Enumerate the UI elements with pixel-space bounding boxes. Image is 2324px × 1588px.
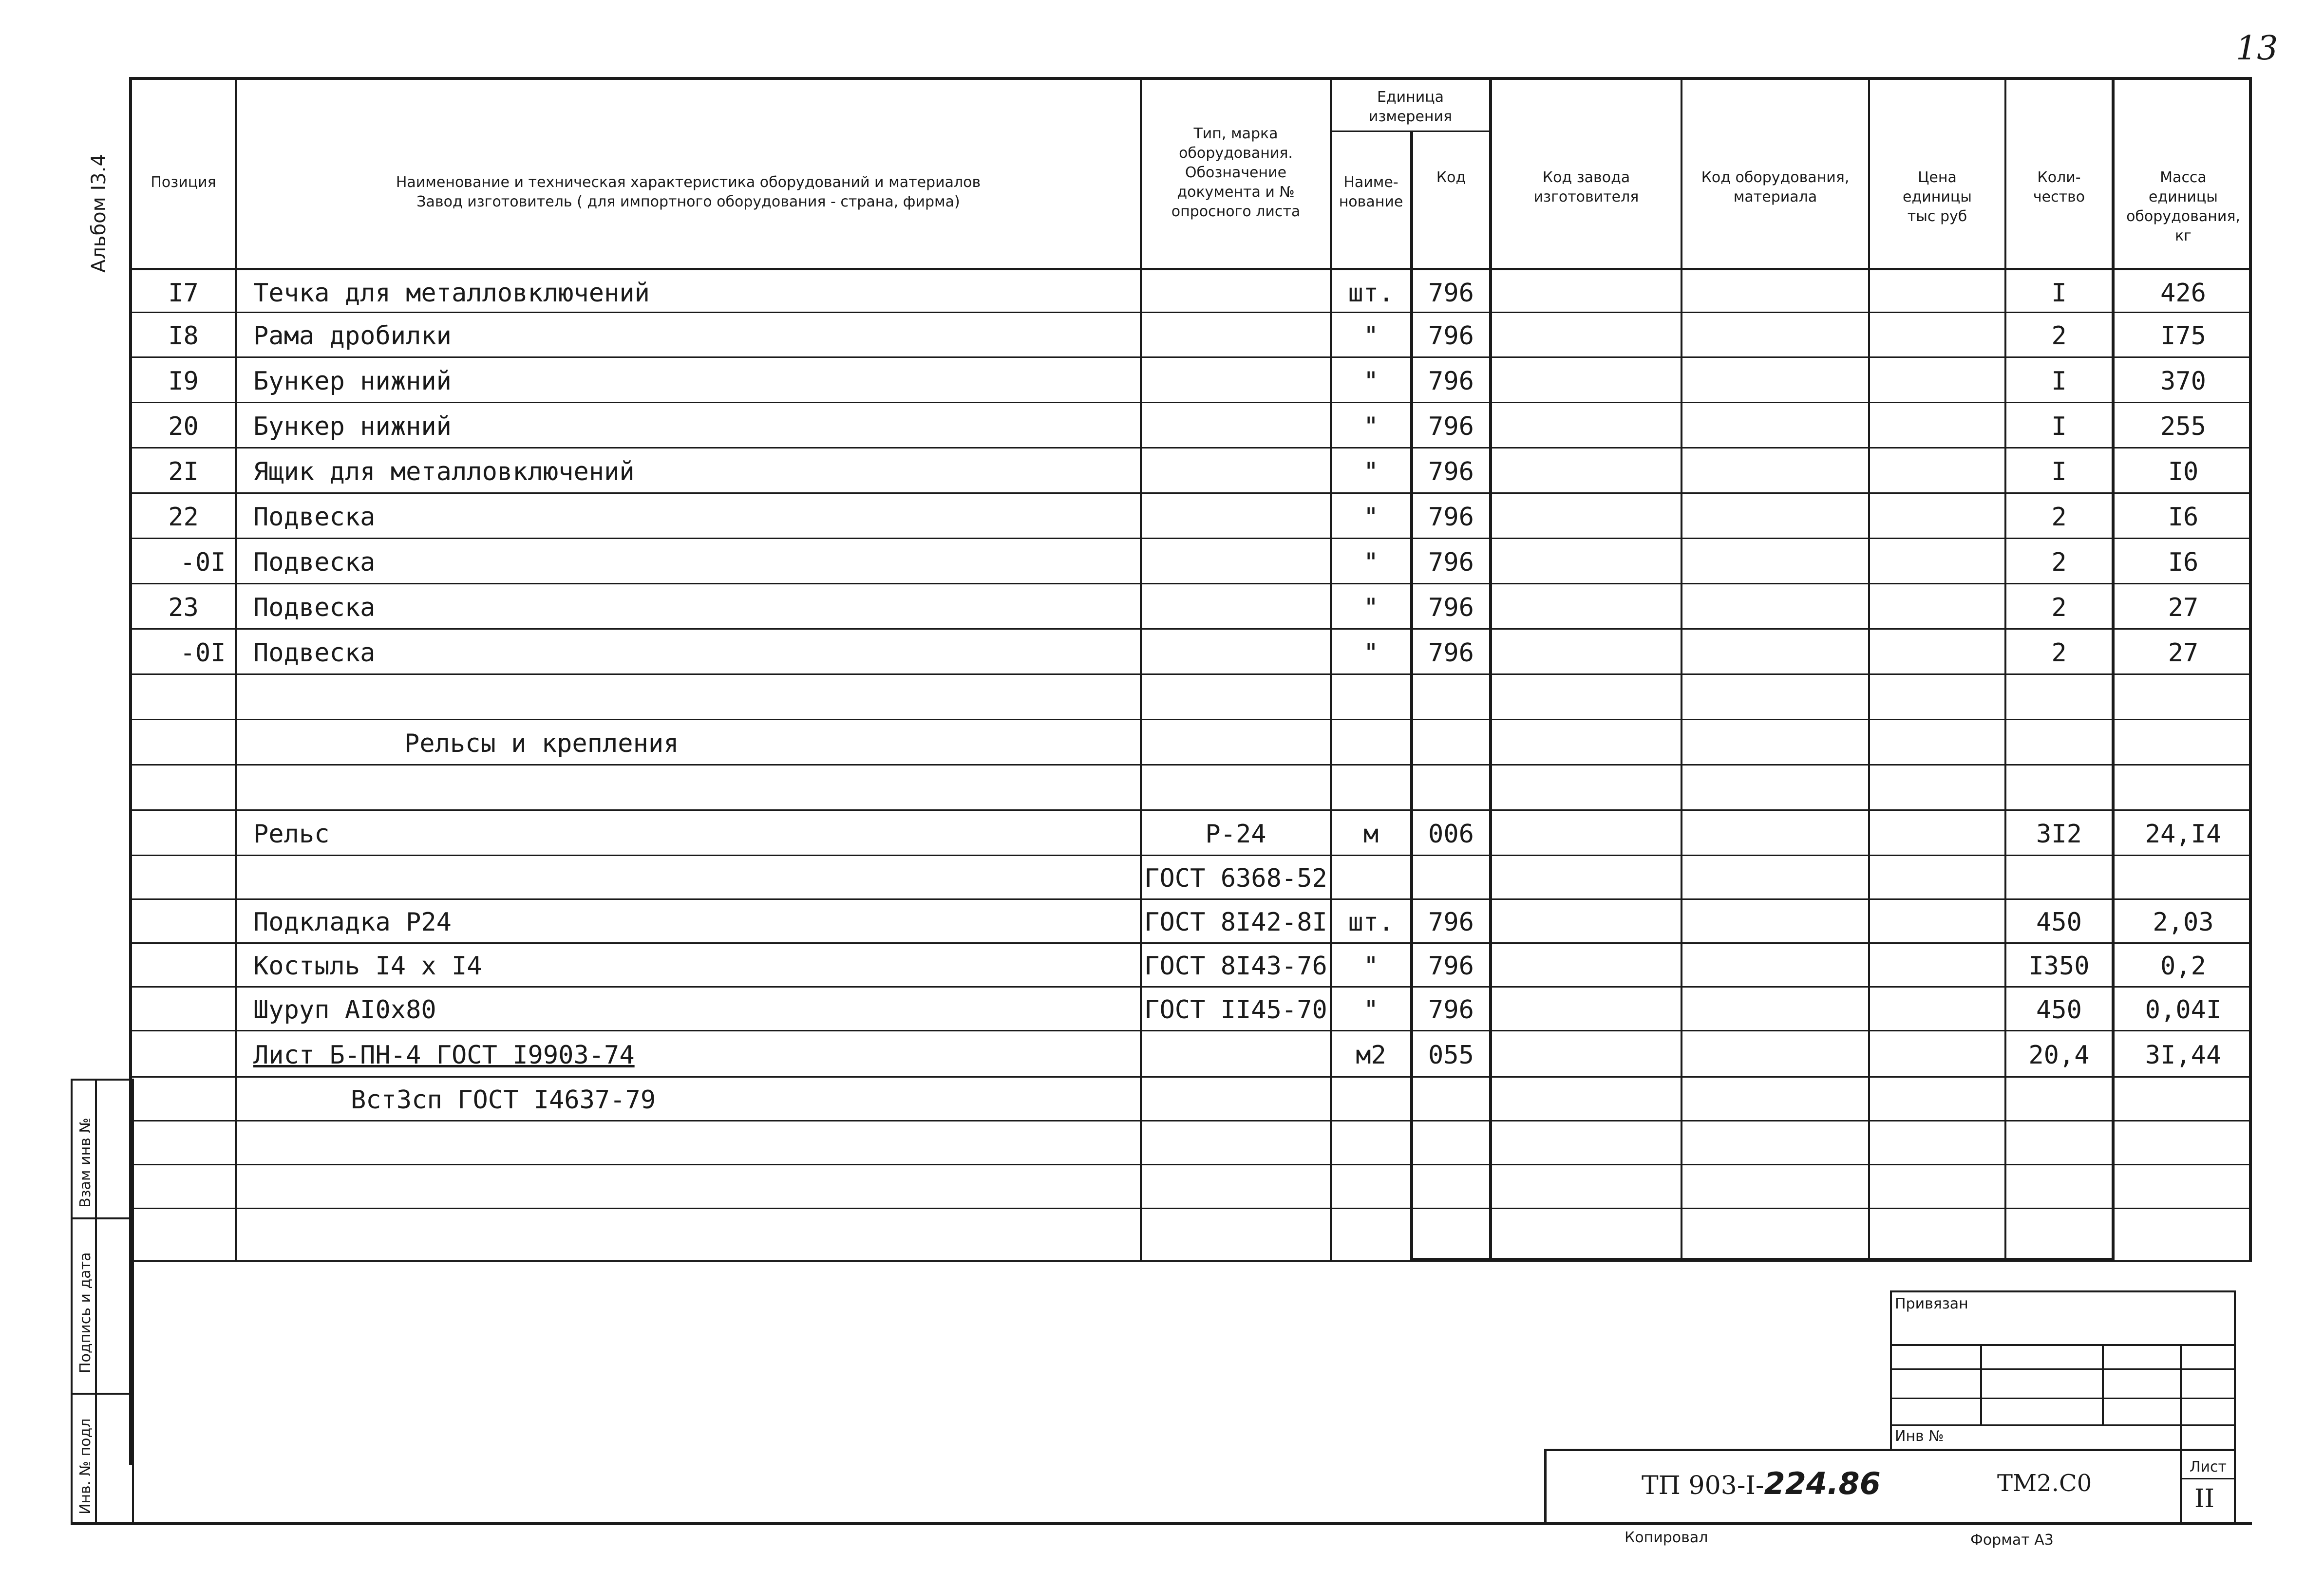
- cell-unit: ": [1363, 321, 1379, 351]
- doc-number-value: 224.86: [1764, 1466, 1881, 1501]
- header-mass: Масса единицы оборудования, кг: [2126, 169, 2240, 244]
- cell-unit: ": [1363, 366, 1379, 396]
- cell-name: Подвеска: [253, 593, 376, 622]
- cell-qty: 2: [2051, 547, 2067, 577]
- header-type-mark: Тип, марка оборудования. Обозначение документа и № опросного листа: [1171, 125, 1301, 220]
- cell-code: 796: [1428, 278, 1474, 308]
- cell-pos: 2I: [168, 457, 199, 486]
- cell-unit: шт.: [1348, 278, 1394, 308]
- row-divider: [132, 898, 2251, 900]
- inv-no-label: Инв №: [1895, 1428, 1944, 1445]
- row-divider: [132, 583, 2251, 584]
- format-label: Формат А3: [1970, 1532, 2054, 1549]
- cell-qty: 2: [2051, 321, 2067, 351]
- copied-label: Копировал: [1625, 1529, 1708, 1546]
- cell-code: 796: [1428, 593, 1474, 622]
- stamp-podpis: Подпись и дата: [77, 1252, 94, 1373]
- header-unit-price: Цена единицы тыс руб: [1903, 169, 1972, 225]
- row-divider: [132, 447, 2251, 448]
- cell-name: Бункер нижний: [253, 366, 452, 396]
- row-divider: [132, 855, 2251, 856]
- cell-name: Подвеска: [253, 502, 376, 532]
- cell-mark: ГОСТ 8I43-76: [1144, 952, 1327, 981]
- row-divider: [132, 1208, 2251, 1209]
- cell-qty: 450: [2036, 995, 2082, 1025]
- cell-pos: I9: [168, 366, 199, 396]
- row-divider: [132, 719, 2251, 720]
- row-divider: [132, 538, 2251, 539]
- header-quantity: Коли- чество: [2033, 169, 2085, 206]
- cell-name: Подкладка Р24: [253, 908, 452, 937]
- cell-mark: ГОСТ 8I42-8I: [1144, 908, 1327, 937]
- cell-unit: м2: [1356, 1040, 1386, 1070]
- cell-code: 796: [1428, 457, 1474, 486]
- row-divider: [132, 942, 2251, 944]
- cell-pos: 22: [168, 502, 199, 532]
- cell-name: Лист Б-ПН-4 ГОСТ I9903-74: [253, 1040, 635, 1070]
- cell-qty: 2: [2051, 638, 2067, 668]
- cell-qty: I: [2051, 278, 2067, 308]
- cell-unit: ": [1363, 995, 1379, 1025]
- doc-code: ТМ2.С0: [1997, 1470, 2092, 1497]
- cell-name: Подвеска: [253, 547, 376, 577]
- cell-pos: 20: [168, 411, 199, 441]
- doc-number: [1642, 1466, 1881, 1501]
- header-unit-code: Код: [1436, 169, 1466, 186]
- header-position: Позиция: [151, 174, 216, 191]
- header-name: Наименование и техническая характеристика оборудований и материалов Завод изготовитель ( для импортного оборудования - страна, фирма): [396, 174, 981, 210]
- cell-mass: 2,03: [2153, 908, 2214, 937]
- cell-mass: I6: [2168, 502, 2199, 532]
- doc-prefix: ТП 903-I-: [1642, 1471, 1764, 1500]
- cell-mass: I0: [2168, 457, 2199, 486]
- cell-code: 796: [1428, 366, 1474, 396]
- cell-name: Рама дробилки: [253, 321, 452, 351]
- cell-unit: ": [1363, 457, 1379, 486]
- cell-code: 796: [1428, 995, 1474, 1025]
- cell-name: Костыль I4 x I4: [253, 952, 482, 981]
- cell-name: ВстЗсп ГОСТ I4637-79: [351, 1085, 656, 1115]
- row-divider: [132, 1030, 2251, 1031]
- cell-qty: I: [2051, 366, 2067, 396]
- cell-qty: 2: [2051, 593, 2067, 622]
- cell-pos: -0I: [180, 547, 226, 577]
- cell-qty: I: [2051, 411, 2067, 441]
- cell-name: Подвеска: [253, 638, 376, 668]
- row-divider: [132, 1076, 2251, 1078]
- row-divider: [132, 492, 2251, 494]
- row-divider: [132, 628, 2251, 630]
- cell-unit: шт.: [1348, 908, 1394, 937]
- cell-mark: ГОСТ 6368-52: [1144, 864, 1327, 893]
- cell-name: Рельсы и крепления: [404, 729, 679, 758]
- cell-unit: ": [1363, 411, 1379, 441]
- cell-qty: I350: [2028, 952, 2090, 981]
- cell-pos: -0I: [180, 638, 226, 668]
- row-divider: [132, 402, 2251, 403]
- row-divider: [132, 764, 2251, 766]
- sheet-label: Лист: [2190, 1458, 2227, 1476]
- cell-name: Шуруп АI0x80: [253, 995, 436, 1025]
- cell-mass: I75: [2160, 321, 2206, 351]
- album-label: Альбом I3.4: [88, 154, 110, 273]
- cell-mass: 24,I4: [2145, 819, 2222, 849]
- cell-code: 006: [1428, 819, 1474, 849]
- cell-qty: 450: [2036, 908, 2082, 937]
- cell-name: Течка для металловключений: [253, 278, 650, 308]
- cell-code: 796: [1428, 908, 1474, 937]
- header-unit-group: Единица измерения: [1368, 89, 1453, 125]
- cell-mark: Р-24: [1205, 819, 1266, 849]
- cell-code: 796: [1428, 638, 1474, 668]
- cell-name: Рельс: [253, 819, 330, 849]
- header-factory-code: Код завода изготовителя: [1533, 169, 1639, 206]
- cell-mark: ГОСТ II45-70: [1144, 995, 1327, 1025]
- stamp-vzam: Взам инв №: [77, 1118, 94, 1208]
- cell-code: 055: [1428, 1040, 1474, 1070]
- cell-unit: ": [1363, 952, 1379, 981]
- cell-qty: 3I2: [2036, 819, 2082, 849]
- cell-mass: 0,2: [2160, 952, 2206, 981]
- cell-pos: I7: [168, 278, 199, 308]
- cell-name: Ящик для металловключений: [253, 457, 635, 486]
- row-divider: [132, 809, 2251, 811]
- cell-pos: I8: [168, 321, 199, 351]
- cell-unit: ": [1363, 547, 1379, 577]
- cell-code: 796: [1428, 547, 1474, 577]
- header-unit-name: Наиме- нование: [1339, 174, 1403, 210]
- page-number: 13: [2236, 29, 2278, 68]
- row-divider: [132, 1120, 2251, 1121]
- header-equipment-code: Код оборудования, материала: [1701, 169, 1850, 206]
- cell-mass: 0,04I: [2145, 995, 2222, 1025]
- cell-pos: 23: [168, 593, 199, 622]
- cell-mass: 3I,44: [2145, 1040, 2222, 1070]
- cell-code: 796: [1428, 411, 1474, 441]
- cell-mass: 27: [2168, 593, 2199, 622]
- privyazan-label: Привязан: [1895, 1295, 1968, 1312]
- cell-code: 796: [1428, 321, 1474, 351]
- cell-unit: ": [1363, 593, 1379, 622]
- cell-unit: ": [1363, 502, 1379, 532]
- stamp-inv: Инв. № подл: [77, 1418, 94, 1514]
- cell-mass: 370: [2160, 366, 2206, 396]
- cell-mass: 255: [2160, 411, 2206, 441]
- cell-qty: 20,4: [2028, 1040, 2090, 1070]
- cell-code: 796: [1428, 952, 1474, 981]
- cell-code: 796: [1428, 502, 1474, 532]
- sheet-number: II: [2194, 1484, 2215, 1513]
- cell-unit: м: [1363, 819, 1379, 849]
- cell-qty: I: [2051, 457, 2067, 486]
- cell-unit: ": [1363, 638, 1379, 668]
- row-divider: [132, 356, 2251, 358]
- cell-qty: 2: [2051, 502, 2067, 532]
- cell-name: Бункер нижний: [253, 411, 452, 441]
- cell-mass: 426: [2160, 278, 2206, 308]
- cell-mass: I6: [2168, 547, 2199, 577]
- row-divider: [132, 673, 2251, 675]
- row-divider: [132, 312, 2251, 313]
- cell-mass: 27: [2168, 638, 2199, 668]
- row-divider: [132, 986, 2251, 988]
- row-divider: [132, 1164, 2251, 1165]
